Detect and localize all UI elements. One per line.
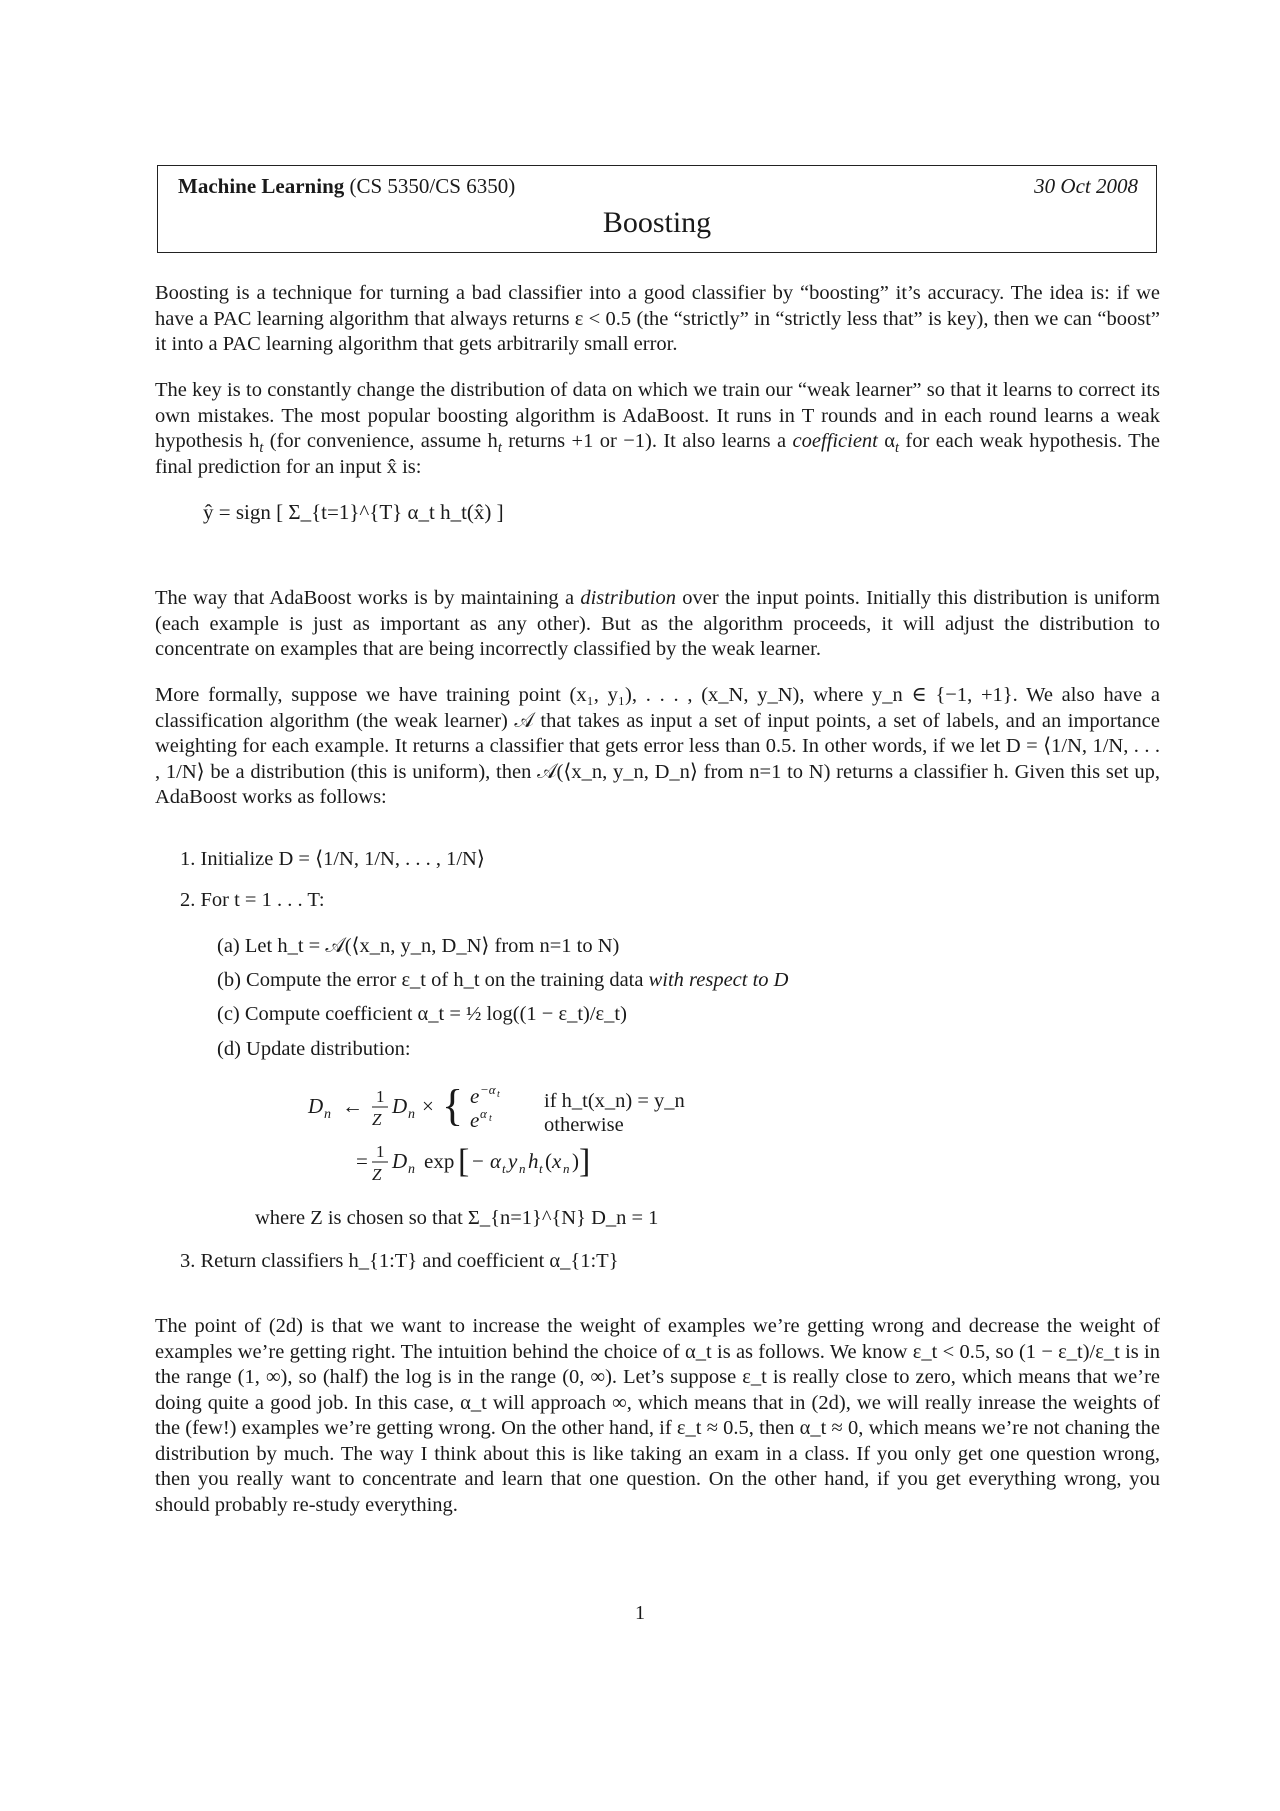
- svg-text:n: n: [563, 1161, 570, 1176]
- paragraph-intro: [155, 281, 1160, 358]
- paragraph-adaboost: The key is to constantly change the distribution of data on which we train our “weak learner” so that it learns to correct its own mistakes. The most popular boosting algorithm is AdaBoost. It runs in T rounds and in each round learns a weak hypothesis $h_t$ (for convenience, assume $h_t$ returns +1 or −1). It also learns a coefficient $\alpha_t$ for each weak hypothesis. The final prediction for an input x̂ is:: [155, 379, 1160, 478]
- p3-part-c: over the input points. Initially this distribution is uniform (each example is just as important as any other). But as the algorithm proceeds, it will adjust the distribution to concentrate on examples that are being incorrectly classified by the weak learner.: [155, 587, 1160, 660]
- svg-text:t: t: [502, 1161, 506, 1176]
- svg-text:α: α: [480, 1106, 487, 1121]
- svg-text:D: D: [308, 1094, 324, 1118]
- update-equation: [308, 1082, 728, 1199]
- p3-distribution-emph: distribution: [580, 587, 676, 609]
- update-if-condition: if h_t(x_n) = y_n: [544, 1090, 685, 1112]
- svg-text:[: [: [458, 1143, 470, 1180]
- svg-text:D: D: [392, 1149, 408, 1173]
- step-2: 2. For t = 1 . . . T:: [180, 889, 325, 911]
- step-2b-italic: with respect to D: [648, 969, 789, 991]
- svg-text:e: e: [470, 1108, 480, 1132]
- svg-text:Z: Z: [372, 1110, 382, 1129]
- step-1: 1. Initialize D = ⟨1/N, 1/N, . . . , 1/N⟩: [180, 848, 485, 870]
- svg-text:−: −: [472, 1149, 484, 1173]
- svg-text:α: α: [490, 1149, 502, 1173]
- svg-text:←: ←: [342, 1094, 363, 1118]
- svg-text:×: ×: [422, 1094, 434, 1118]
- course-name: [178, 174, 515, 199]
- step-2b: [217, 968, 788, 993]
- paragraph-intuition-text: The point of (2d) is that we want to increase the weight of examples we’re getting wrong and decrease the weight of examples we’re getting right. The intuition behind the choice of α_t is as follows. We know ε_t < 0.5, so (1 − ε_t)/ε_t is in the range (1, ∞), so (half) the log is in the range (0, ∞). Let’s suppose ε_t is really close to zero, which means that we’re doing quite a good job. In this case, α_t will approach ∞, which means that in (2d), we will really inrease the weights of the (few!) examples we’re getting wrong. On the other hand, if ε_t ≈ 0.5, then α_t ≈ 0, which means we’re not chaning the distribution by much. The way I think about this is like taking an exam in a class. If you only get one question wrong, then you really want to concentrate and learn that one question. On the other hand, if you get everything wrong, you should probably re-study everything.: [155, 1315, 1160, 1516]
- svg-text:y: y: [508, 1149, 518, 1173]
- svg-text:=: =: [356, 1149, 368, 1173]
- svg-text:1: 1: [376, 1142, 385, 1161]
- course-code: (CS 5350/CS 6350): [349, 174, 516, 198]
- p2-part-f: for each weak hypothesis. The final prediction for an input x̂ is:: [155, 430, 1160, 478]
- svg-text:n: n: [408, 1162, 415, 1177]
- svg-text:t: t: [489, 1113, 492, 1124]
- p3-part-a: The way that AdaBoost works is by maintaining a: [155, 587, 581, 609]
- svg-text:exp: exp: [424, 1149, 455, 1173]
- p2-coefficient-emph: coefficient: [792, 430, 878, 452]
- p2-part-b: (for convenience, assume h: [263, 430, 498, 452]
- page-title: Boosting: [602, 206, 712, 239]
- step-2a: (a) Let h_t = 𝒜(⟨x_n, y_n, D_N⟩ from n=1 to N): [217, 935, 620, 957]
- header-box: [157, 165, 1157, 253]
- svg-text:x: x: [552, 1149, 562, 1173]
- svg-text:h: h: [528, 1149, 539, 1173]
- svg-text:n: n: [408, 1107, 415, 1122]
- svg-text:{: {: [442, 1081, 464, 1130]
- step-2d: (d) Update distribution:: [217, 1038, 411, 1060]
- paragraph-formal-text: More formally, suppose we have training point (x₁, y₁), . . . , (x_N, y_N), where y_n ∈ {−1, +1}. We also have a classification algorithm (the weak learner) 𝒜 that takes as input a set of input points, a set of labels, and an importance weighting for each example. It returns a classifier that gets error less than 0.5. In other words, if we let D = ⟨1/N, 1/N, . . . , 1/N⟩ be a distribution (this is uniform), then 𝒜(⟨x_n, y_n, D_n⟩ from n=1 to N) returns a classifier h. Given this set up, AdaBoost works as follows:: [155, 684, 1160, 808]
- p2-part-e: α: [877, 430, 896, 452]
- svg-text:e: e: [470, 1084, 480, 1108]
- p2-part-c: returns +1 or −1). It also learns a: [501, 430, 793, 452]
- svg-text:(: (: [545, 1149, 552, 1173]
- paragraph-intuition: [155, 1314, 1160, 1518]
- step-3: 3. Return classifiers h_{1:T} and coefficient α_{1:T}: [180, 1250, 619, 1272]
- paragraph-distribution: [155, 586, 1160, 663]
- step-2c: (c) Compute coefficient α_t = ½ log((1 − ε_t)/ε_t): [217, 1003, 627, 1025]
- svg-text:t: t: [539, 1161, 543, 1176]
- svg-text:D: D: [392, 1094, 408, 1118]
- page-number: 1: [635, 1602, 645, 1624]
- paragraph-formal: [155, 683, 1160, 811]
- svg-text:t: t: [497, 1089, 500, 1100]
- svg-text:1: 1: [376, 1087, 385, 1106]
- svg-text:−α: −α: [480, 1082, 496, 1097]
- p2-part-a: The key is to constantly change the distribution of data on which we train our “weak learner” so that it learns to correct its own mistakes. The most popular boosting algorithm is AdaBoost. It runs in T rounds and in each round learns a weak hypothesis h: [155, 379, 1160, 452]
- svg-text:n: n: [324, 1107, 331, 1122]
- lecture-date: 30 Oct 2008: [1034, 174, 1138, 198]
- paragraph-intro-text: Boosting is a technique for turning a bad classifier into a good classifier by “boosting” it’s accuracy. The idea is: if we have a PAC learning algorithm that always returns ε < 0.5 (the “strictly” in “strictly less that” is key), then we can “boost” it into a PAC learning algorithm that gets arbitrarily small error.: [155, 282, 1160, 355]
- where-z: where Z is chosen so that Σ_{n=1}^{N} D_n = 1: [255, 1207, 659, 1229]
- course-title-bold: Machine Learning: [178, 174, 345, 198]
- svg-text:Z: Z: [372, 1165, 382, 1184]
- svg-text:): ): [572, 1149, 579, 1173]
- final-prediction-equation: [203, 500, 504, 525]
- update-otherwise: otherwise: [544, 1114, 624, 1136]
- equation-final-prediction: ŷ = sign [ Σ_{t=1}^{T} α_t h_t(x̂) ]: [203, 500, 504, 524]
- svg-text:n: n: [519, 1161, 526, 1176]
- svg-text:]: ]: [579, 1143, 591, 1180]
- step-2b-text: (b) Compute the error ε_t of h_t on the training data: [217, 969, 649, 991]
